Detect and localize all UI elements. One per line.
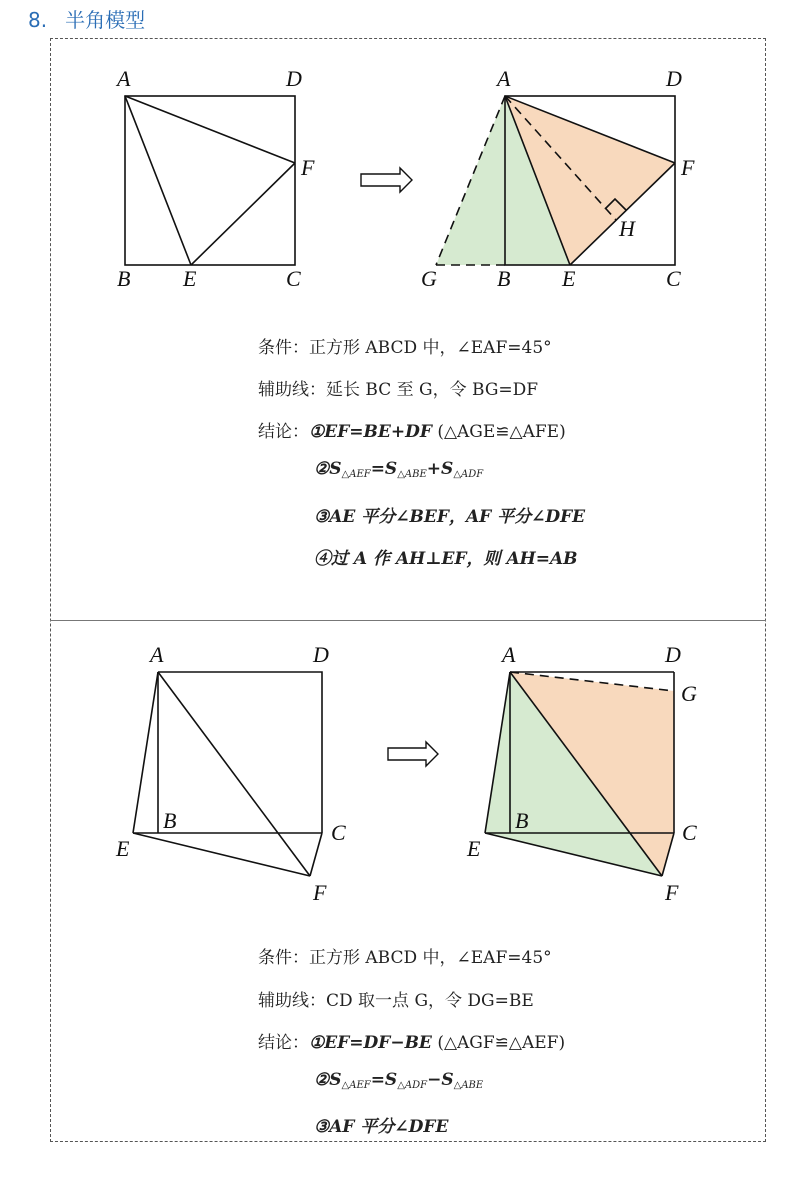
top-conclusion-2 (314, 459, 483, 480)
area-sub-1: △AEF (341, 469, 371, 480)
label-h: H (619, 216, 635, 241)
area-sub-2: △ADF (397, 1080, 428, 1091)
segment-ae (125, 96, 191, 265)
label-b: B (163, 808, 177, 833)
label-b: B (117, 266, 131, 291)
area-term-2: =S (370, 1070, 398, 1090)
bottom-condition (258, 943, 552, 968)
label-a: A (117, 66, 131, 91)
condition-text: 正方形 ABCD 中，∠EAF=45° (309, 338, 552, 358)
top-aux-line (258, 375, 538, 400)
section-number: 8. (28, 8, 48, 32)
label-c: C (666, 266, 681, 291)
conclusion-1-main: ①EF=BE+DF (309, 422, 432, 442)
area-term-1: ②S (314, 1070, 342, 1090)
label-c: C (331, 820, 346, 845)
top-conclusion-4: ④过 A 作 AH⊥EF，则 AH=AB (314, 549, 578, 569)
label-f: F (681, 155, 695, 180)
condition-text: 正方形 ABCD 中，∠EAF=45° (309, 948, 552, 968)
bottom-conclusion-3: ③AF 平分∠DFE (314, 1117, 449, 1137)
segment-af (125, 96, 295, 163)
label-b: B (515, 808, 529, 833)
right-arrow-icon (361, 168, 412, 192)
bottom-left-labels (115, 642, 346, 905)
bottom-aux-line (258, 986, 534, 1011)
area-sub-1: △AEF (341, 1080, 371, 1091)
top-condition (258, 333, 552, 358)
bottom-right-figure (485, 672, 674, 876)
aux-text: CD 取一点 G，令 DG=BE (326, 991, 534, 1011)
label-e: E (116, 836, 130, 861)
aux-label: 辅助线： (258, 991, 326, 1011)
segment-cf (310, 833, 322, 876)
area-sub-2: △ABE (397, 469, 427, 480)
top-left-figure (125, 96, 295, 265)
square-top-right-sides (158, 672, 322, 833)
label-f: F (665, 880, 679, 905)
top-left-labels (115, 66, 315, 291)
area-term-2: =S (370, 459, 398, 479)
right-arrow-icon (388, 742, 438, 766)
area-term-3: +S (426, 459, 454, 479)
label-g: G (421, 266, 437, 291)
label-f: F (313, 880, 327, 905)
label-a: A (502, 642, 516, 667)
conclusion-1-main: ①EF=DF−BE (309, 1033, 432, 1053)
aux-text: 延长 BC 至 G，令 BG=DF (326, 380, 539, 400)
conclusion-label: 结论： (258, 422, 309, 442)
bottom-left-figure (133, 672, 322, 876)
label-b: B (497, 266, 511, 291)
label-a: A (497, 66, 511, 91)
label-e: E (467, 836, 481, 861)
label-g: G (681, 681, 697, 706)
segment-ef (191, 163, 295, 265)
bottom-conclusion-1 (258, 1028, 565, 1053)
segment-ae (133, 672, 158, 833)
label-d: D (665, 642, 681, 667)
conclusion-label: 结论： (258, 1033, 309, 1053)
bottom-conclusion-2 (314, 1070, 483, 1091)
conclusion-1-note: (△AGE≌△AFE) (437, 422, 566, 442)
label-c: C (286, 266, 301, 291)
label-e: E (562, 266, 576, 291)
area-term-1: ②S (314, 459, 342, 479)
square-abcd (125, 96, 295, 265)
area-term-3: −S (427, 1070, 454, 1090)
label-d: D (286, 66, 302, 91)
label-d: D (313, 642, 329, 667)
area-sub-3: △ABE (453, 1080, 484, 1091)
conclusion-1-note: (△AGF≌△AEF) (437, 1033, 566, 1053)
top-right-figure (436, 96, 675, 265)
label-a: A (150, 642, 164, 667)
condition-label: 条件： (258, 948, 309, 968)
top-conclusion-1 (258, 417, 566, 442)
label-c: C (682, 820, 697, 845)
condition-label: 条件： (258, 338, 309, 358)
aux-label: 辅助线： (258, 380, 326, 400)
label-f: F (301, 155, 315, 180)
section-title: 半角模型 (65, 8, 146, 32)
top-conclusion-3: ③AE 平分∠BEF，AF 平分∠DFE (314, 507, 586, 527)
area-sub-3: △ADF (453, 469, 484, 480)
label-e: E (183, 266, 197, 291)
label-d: D (666, 66, 682, 91)
